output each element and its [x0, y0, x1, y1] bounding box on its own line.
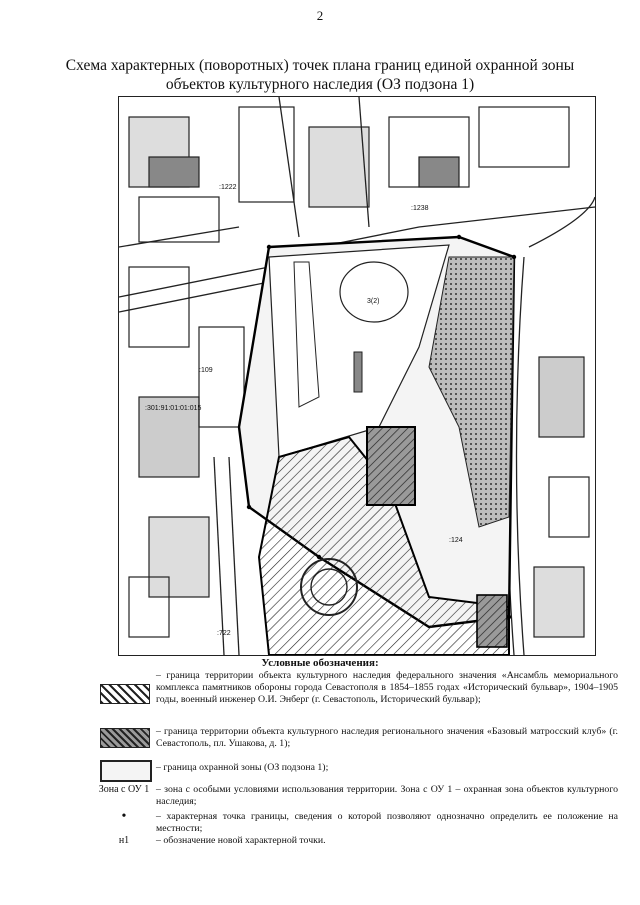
map-label-parcel-2: :1222 [219, 184, 237, 191]
map-label-cadastral: :301:91:01:01:015 [145, 405, 202, 412]
legend-text-restricted-zone: – зона с особыми условиями использования территории. Зона с ОУ 1 – охранная зона объектов культурного наследия; [156, 784, 618, 807]
legend-heading: Условные обозначения: [261, 657, 379, 669]
map-label-parcel-5: :124 [449, 537, 463, 544]
restricted-zone-symbol: Зона с ОУ 1 [98, 784, 150, 795]
title-line-2: объектов культурного наследия (ОЗ подзона 1) [165, 76, 475, 93]
legend-text-new-point: – обозначение новой характерной точки. [156, 835, 326, 846]
legend-text-zone: – граница охранной зоны (ОЗ подзона 1); [156, 762, 329, 773]
map-label-parcel-1: :1238 [411, 205, 429, 212]
legend-text-point: – характерная точка границы, сведения о которой позволяют однозначно определить ее положение на местности; [156, 811, 618, 834]
new-point-symbol: н1 [118, 835, 130, 846]
regional-object-territory [367, 427, 415, 505]
legend-text-federal: – граница территории объекта культурного наследия федерального значения «Ансамбль мемориального комплекса памятников обороны города Севастополя в 1854–1855 годах «Исторический бульвар», 1904–1905 годы, военный инженер О.И. Энберг (г. Севастополь, Исторический бульвар); [156, 670, 618, 705]
legend-text-regional: – граница территории объекта культурного наследия регионального значения «Базовый матросский клуб» (г. Севастополь, пл. Ушакова, д. 1); [156, 726, 618, 749]
title-line-1: Схема характерных (поворотных) точек плана границ единой охранной зоны [65, 57, 575, 74]
zone-swatch [100, 760, 152, 782]
map-drawing [119, 97, 595, 655]
map-label-parcel-3: :109 [199, 367, 213, 374]
regional-swatch [100, 728, 150, 748]
round-plaza [340, 262, 408, 322]
map-label-parcel-4: :722 [217, 630, 231, 637]
map-label-point: 3(2) [367, 298, 380, 305]
monument [354, 352, 362, 392]
federal-swatch [100, 684, 150, 704]
page-number: 2 [316, 8, 324, 23]
boundary-map [118, 96, 596, 656]
page-title [60, 56, 580, 94]
point-symbol: • [121, 809, 127, 824]
regional-object-small [477, 595, 507, 647]
